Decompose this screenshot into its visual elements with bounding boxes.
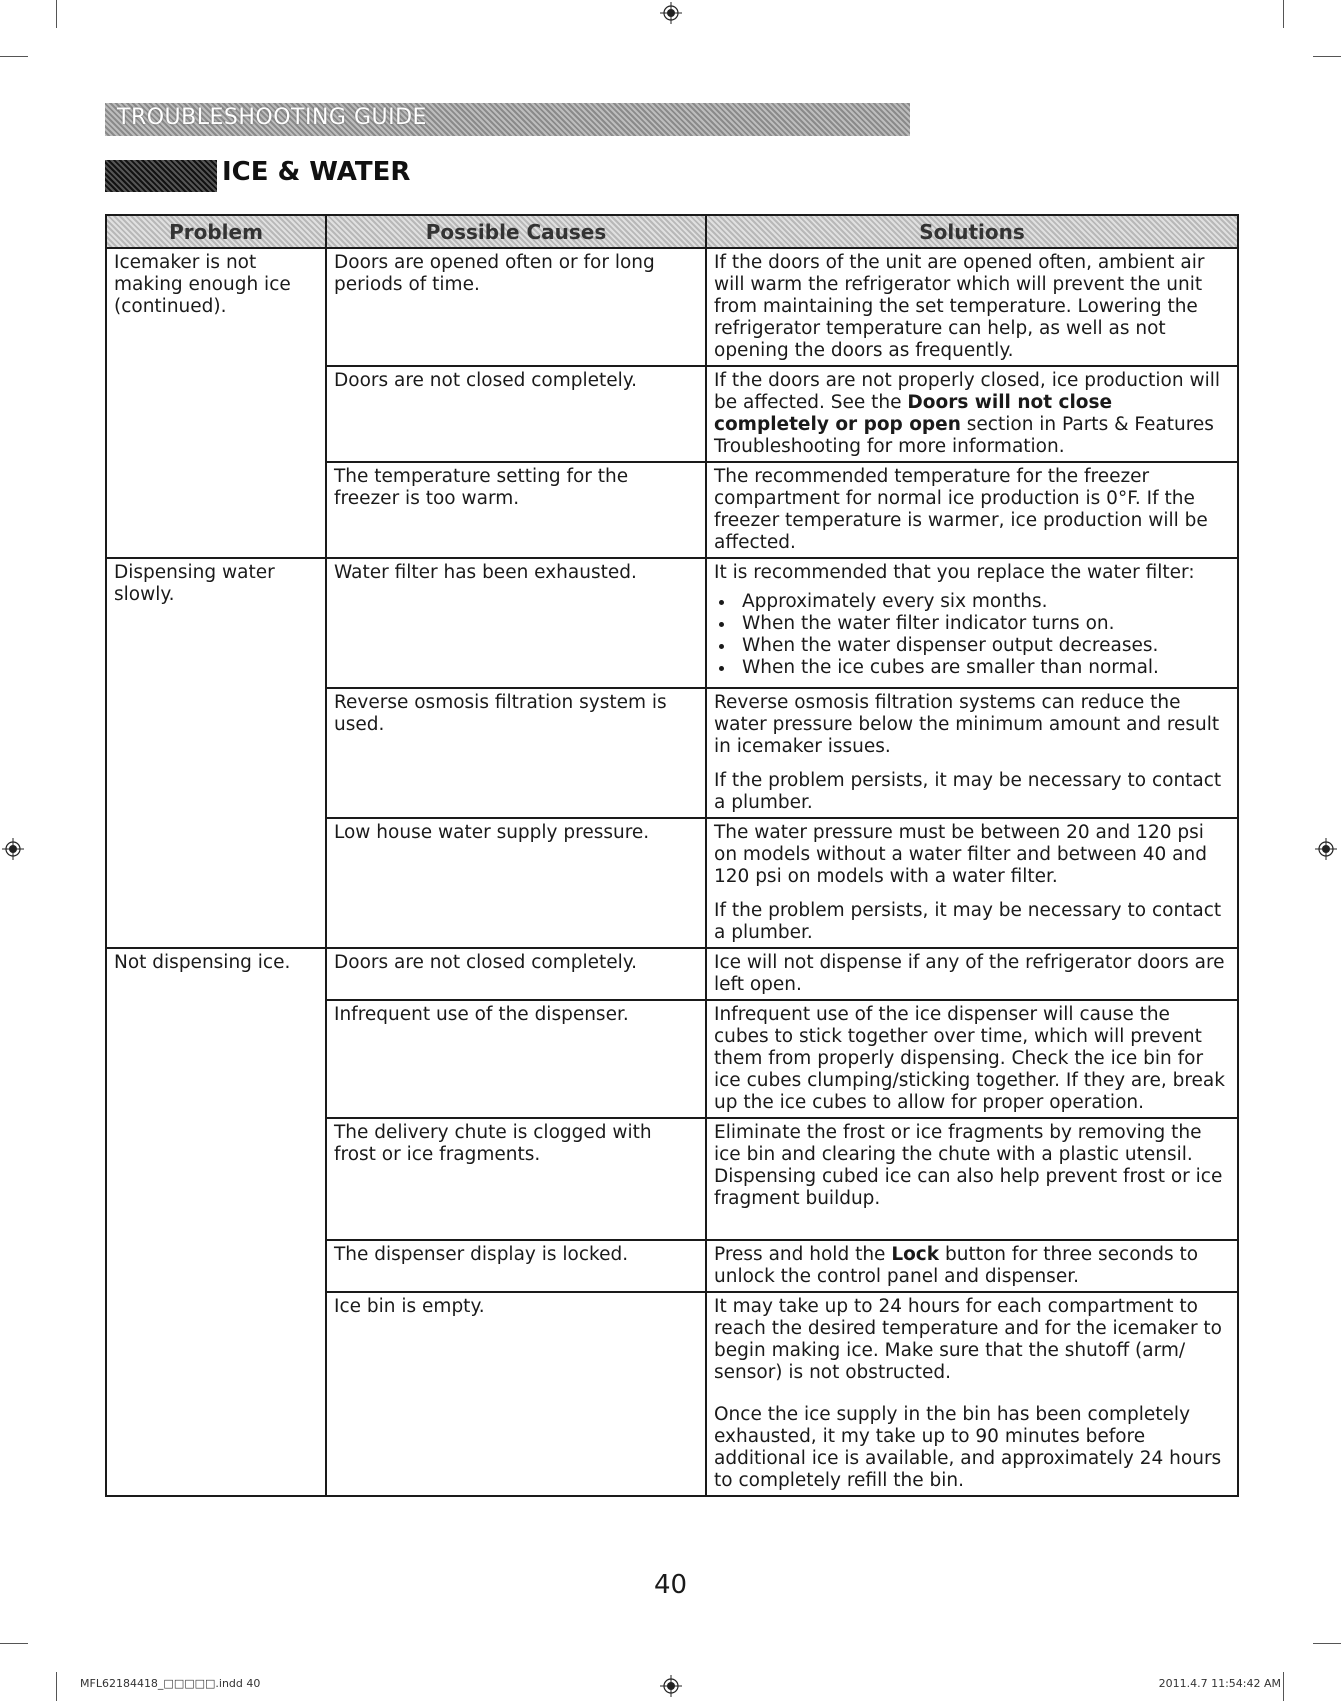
solution-cell: If the doors of the unit are opened often, ambient air will warm the refrigerator which will prevent the unit from maintaining the set temperature. Lowering the refrigerator temperature can help, as well as not opening the doors as frequently.	[706, 248, 1238, 366]
solution-text: The water pressure must be between 20 and 120 psi on models without a water filter and between 40 and 120 psi on models with a water filter.	[714, 822, 1207, 887]
solution-text: button for three seconds to unlock the control panel and dispenser.	[714, 1244, 1199, 1287]
cause-cell: The dispenser display is locked.	[326, 1240, 706, 1292]
troubleshooting-table	[105, 214, 1239, 1497]
problem-cell: Icemaker is not making enough ice (continued).	[106, 248, 326, 558]
page-number: 40	[653, 1570, 688, 1600]
solution-bullet-list	[714, 591, 1229, 679]
solution-text: If the problem persists, it may be necessary to contact a plumber.	[714, 900, 1222, 943]
solution-cell: Infrequent use of the ice dispenser will cause the cubes to stick together over time, which will prevent them from properly dispensing. Check the ice bin for ice cubes clumping/sticking together. If they are, break up the ice cubes to allow for proper operation.	[706, 1000, 1238, 1118]
crop-mark	[1313, 1643, 1341, 1644]
list-item: • When the ice cubes are smaller than normal.	[736, 657, 1229, 679]
table-row	[106, 558, 1238, 688]
crop-mark	[1283, 1672, 1284, 1701]
solution-cell	[706, 1240, 1238, 1292]
solution-text: It is recommended that you replace the water filter:	[714, 562, 1195, 583]
solution-text: Once the ice supply in the bin has been completely exhausted, it my take up to 90 minutes before additional ice is available, and approximately 24 hours to completely refill the bin.	[714, 1404, 1222, 1491]
solution-bold-text: Lock	[891, 1244, 940, 1265]
list-item: • When the water dispenser output decreases.	[736, 635, 1229, 657]
cause-cell: The temperature setting for the freezer is too warm.	[326, 462, 706, 558]
registration-mark-icon	[660, 2, 682, 24]
solution-text: It may take up to 24 hours for each compartment to reach the desired temperature and for the icemaker to begin making ice. Make sure that the shutoff (arm/ sensor) is not obstructed.	[714, 1296, 1223, 1383]
registration-mark-icon	[1315, 838, 1337, 860]
solution-cell	[706, 1292, 1238, 1496]
solution-cell: The recommended temperature for the freezer compartment for normal ice production is 0°F. If the freezer temperature is warmer, ice production will be affected.	[706, 462, 1238, 558]
solution-cell: Ice will not dispense if any of the refrigerator doors are left open.	[706, 948, 1238, 1000]
cause-cell: Doors are not closed completely.	[326, 948, 706, 1000]
section-marker	[105, 160, 217, 192]
cause-cell: Reverse osmosis filtration system is used.	[326, 688, 706, 818]
crop-mark	[1283, 0, 1284, 28]
solution-text: If the problem persists, it may be necessary to contact a plumber.	[714, 770, 1222, 813]
solution-cell: Eliminate the frost or ice fragments by removing the ice bin and clearing the chute with a plastic utensil. Dispensing cubed ice can also help prevent frost or ice fragment buildup.	[706, 1118, 1238, 1240]
crop-mark	[1313, 56, 1341, 57]
table-row	[106, 948, 1238, 1000]
cause-cell: Doors are not closed completely.	[326, 366, 706, 462]
solution-cell	[706, 688, 1238, 818]
cause-cell: Ice bin is empty.	[326, 1292, 706, 1496]
cause-cell: Infrequent use of the dispenser.	[326, 1000, 706, 1118]
cause-cell: Low house water supply pressure.	[326, 818, 706, 948]
list-item: • When the water filter indicator turns on.	[736, 613, 1229, 635]
list-item: • Approximately every six months.	[736, 591, 1229, 613]
print-timestamp: 2011.4.7 11:54:42 AM	[1158, 1677, 1281, 1690]
problem-cell: Dispensing water slowly.	[106, 558, 326, 948]
registration-mark-icon	[660, 1675, 682, 1697]
table-row	[106, 248, 1238, 366]
crop-mark	[56, 1672, 57, 1701]
cause-cell: Doors are opened often or for long periods of time.	[326, 248, 706, 366]
solution-cell	[706, 818, 1238, 948]
solution-text: Press and hold the	[714, 1244, 892, 1265]
problem-cell: Not dispensing ice.	[106, 948, 326, 1496]
crop-mark	[0, 1643, 28, 1644]
solution-bold-text: Doors will not close completely or pop open	[714, 392, 1113, 435]
registration-mark-icon	[2, 838, 24, 860]
solution-text: If the doors are not properly closed, ice production will be affected. See the	[714, 370, 1221, 413]
cause-cell: The delivery chute is clogged with frost or ice fragments.	[326, 1118, 706, 1240]
crop-mark	[56, 0, 57, 28]
solution-cell	[706, 366, 1238, 462]
table-header-row	[106, 215, 1238, 248]
banner-title: TROUBLESHOOTING GUIDE	[117, 105, 427, 130]
print-file-name: MFL62184418_□□□□□.indd 40	[80, 1677, 261, 1690]
solution-text: section in Parts & Features Troubleshooting for more information.	[714, 414, 1214, 457]
solution-text: Reverse osmosis filtration systems can reduce the water pressure below the minimum amount and result in icemaker issues.	[714, 692, 1220, 757]
crop-mark	[0, 56, 28, 57]
solution-cell	[706, 558, 1238, 688]
column-header-solutions: Solutions	[706, 215, 1238, 248]
section-title: ICE & WATER	[222, 157, 411, 187]
guide-banner	[105, 103, 910, 136]
column-header-problem: Problem	[106, 215, 326, 248]
column-header-causes: Possible Causes	[326, 215, 706, 248]
cause-cell: Water filter has been exhausted.	[326, 558, 706, 688]
